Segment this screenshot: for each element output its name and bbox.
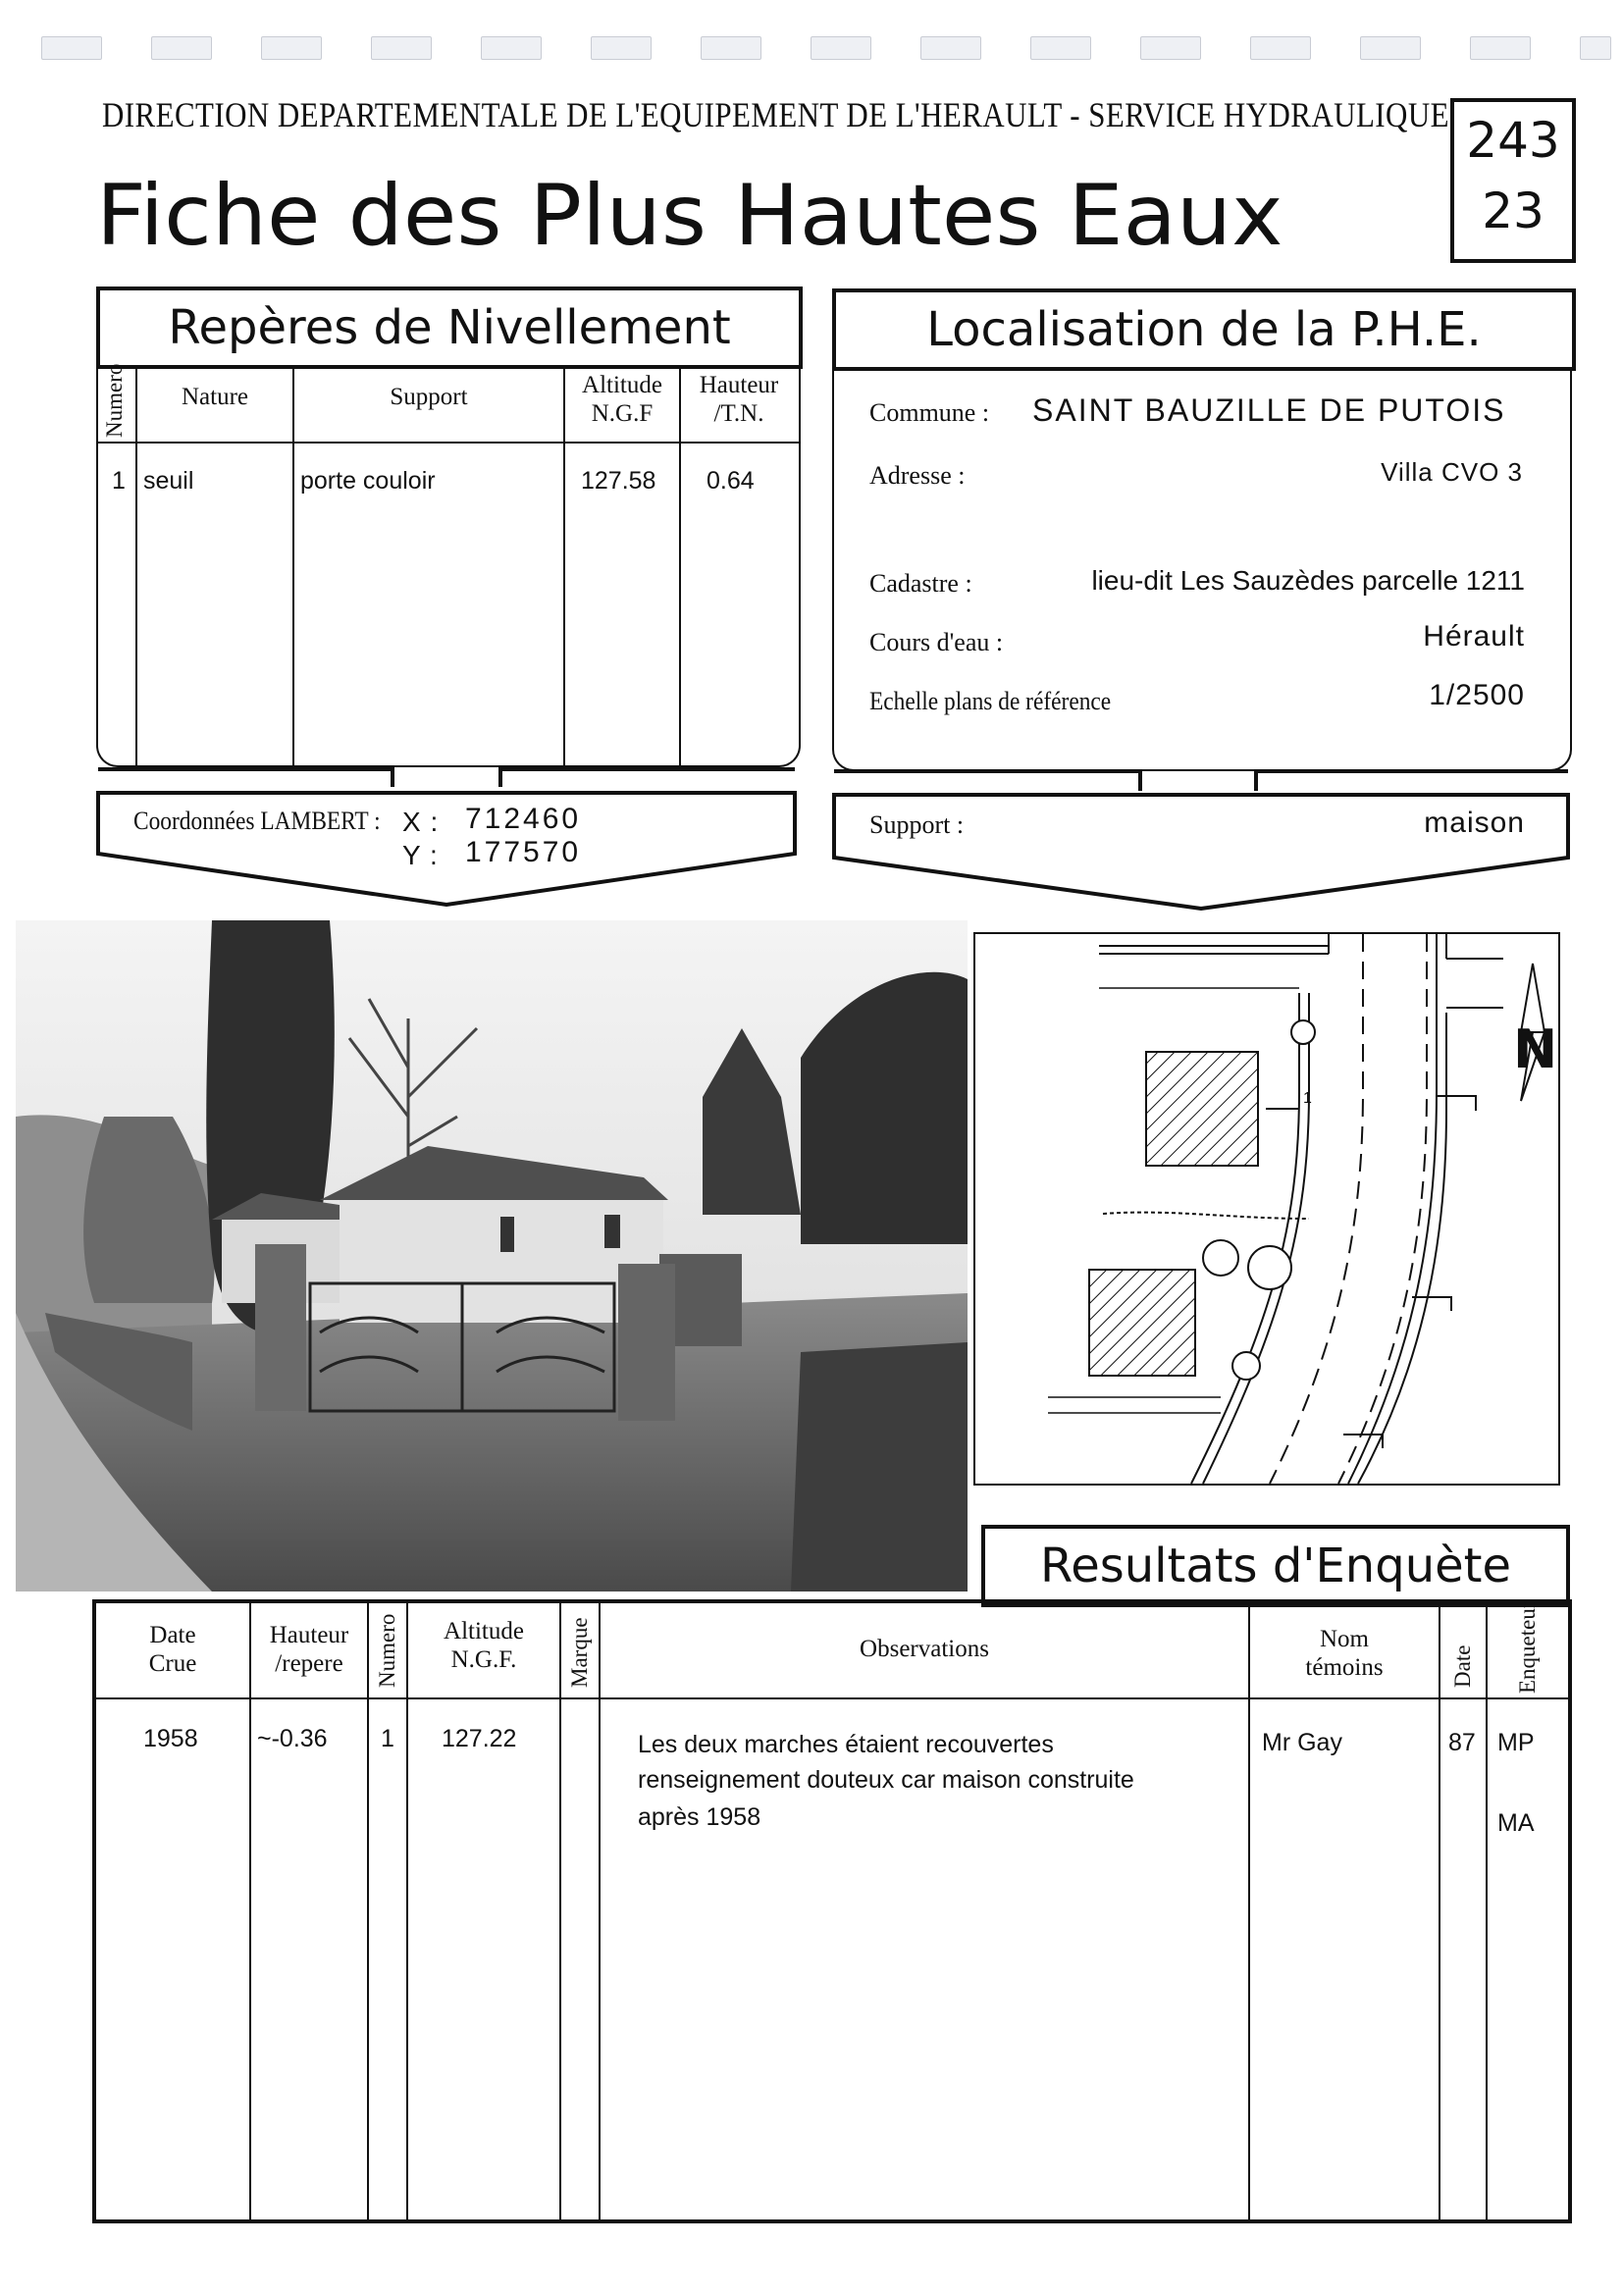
lambert-y-label: Y : xyxy=(402,840,439,870)
localisation-title: Localisation de la P.H.E. xyxy=(926,302,1482,357)
resultats-row-date-crue: 1958 xyxy=(143,1725,198,1752)
support-label: Support : xyxy=(869,810,965,839)
reperes-col-numero: Numero xyxy=(102,363,127,438)
resultats-col-nom-line2: témoins xyxy=(1305,1654,1384,1681)
reperes-col-altitude-line1: Altitude xyxy=(582,372,662,398)
adresse-label: Adresse : xyxy=(869,461,966,490)
resultats-row-enqueteur-2: MA xyxy=(1497,1809,1535,1837)
resultats-col-hauteur-line1: Hauteur xyxy=(269,1622,349,1648)
resultats-col-date: Date xyxy=(1450,1644,1475,1688)
reperes-row-altitude: 127.58 xyxy=(581,467,656,495)
resultats-col-date-crue-line2: Crue xyxy=(148,1650,197,1677)
echelle-label: Echelle plans de référence xyxy=(869,687,1112,715)
reperes-col-hauteur xyxy=(681,371,797,428)
reperes-row-support: porte couloir xyxy=(300,467,436,495)
resultats-col-numero: Numero xyxy=(375,1613,399,1688)
reperes-col-hauteur-line1: Hauteur xyxy=(699,372,779,398)
localisation-title-box xyxy=(832,288,1576,371)
resultats-col-enqueteur: Enqueteur xyxy=(1515,1600,1540,1694)
location-map-frame xyxy=(973,932,1560,1486)
reperes-row-numero: 1 xyxy=(112,467,126,495)
reference-number-top: 243 xyxy=(1466,112,1560,169)
map-mark-label: 1 xyxy=(1303,1090,1312,1107)
north-arrow-label: N xyxy=(1513,1018,1558,1080)
resultats-col-altitude-line1: Altitude xyxy=(444,1618,524,1644)
agency-header: DIRECTION DEPARTEMENTALE DE L'EQUIPEMENT DE L'HERAULT - SERVICE HYDRAULIQUE xyxy=(102,95,1449,134)
resultats-row-enqueteur-1: MP xyxy=(1497,1729,1535,1756)
cadastre-value: lieu-dit Les Sauzèdes parcelle 1211 xyxy=(1091,565,1525,596)
reperes-col-hauteur-line2: /T.N. xyxy=(713,400,764,427)
resultats-row-observations-line3: après 1958 xyxy=(638,1803,761,1831)
adresse-value: Villa CVO 3 xyxy=(1381,457,1523,487)
cours-eau-value: Hérault xyxy=(1423,620,1525,652)
commune-label: Commune : xyxy=(869,398,990,427)
resultats-col-observations: Observations xyxy=(860,1636,989,1662)
location-map xyxy=(975,934,1558,1484)
reperes-col-altitude-line2: N.G.F xyxy=(591,400,654,427)
resultats-row-altitude: 127.22 xyxy=(442,1725,517,1752)
site-photo xyxy=(16,920,968,1592)
resultats-row-observations-line2: renseignement douteux car maison construite xyxy=(638,1766,1134,1794)
reperes-row-hauteur: 0.64 xyxy=(707,467,755,495)
reperes-title: Repères de Nivellement xyxy=(168,300,731,355)
reperes-row-nature: seuil xyxy=(143,467,194,495)
reperes-col-nature: Nature xyxy=(181,384,249,410)
resultats-col-date-crue xyxy=(96,1621,249,1678)
reperes-table xyxy=(96,365,801,767)
lambert-y-value: 177570 xyxy=(465,836,582,868)
reperes-col-support: Support xyxy=(390,384,468,410)
resultats-col-altitude-line2: N.G.F. xyxy=(450,1646,517,1673)
resultats-row-date: 87 xyxy=(1448,1729,1476,1756)
echelle-value: 1/2500 xyxy=(1429,679,1525,711)
resultats-col-hauteur xyxy=(251,1621,367,1678)
cours-eau-label: Cours d'eau : xyxy=(869,628,1004,656)
resultats-table xyxy=(92,1599,1572,2223)
resultats-row-numero: 1 xyxy=(381,1725,394,1752)
reperes-col-altitude xyxy=(565,371,679,428)
page-title: Fiche des Plus Hautes Eaux xyxy=(96,167,1283,265)
resultats-col-hauteur-line2: /repere xyxy=(275,1650,343,1677)
commune-value: SAINT BAUZILLE DE PUTOIS xyxy=(1032,392,1506,428)
cadastre-label: Cadastre : xyxy=(869,569,972,598)
reference-number-box xyxy=(1450,98,1576,263)
resultats-row-hauteur: ~-0.36 xyxy=(257,1725,328,1752)
lambert-label: Coordonnées LAMBERT : xyxy=(133,807,381,835)
reference-number-bottom: 23 xyxy=(1482,183,1544,239)
resultats-col-nom-line1: Nom xyxy=(1320,1626,1369,1652)
support-value: maison xyxy=(1424,807,1525,839)
resultats-col-altitude xyxy=(408,1617,559,1674)
resultats-row-nom: Mr Gay xyxy=(1262,1729,1342,1756)
lambert-x-label: X : xyxy=(402,807,440,837)
lambert-x-value: 712460 xyxy=(465,803,582,835)
resultats-col-nom-temoins xyxy=(1250,1625,1439,1682)
reperes-title-box xyxy=(96,287,803,369)
resultats-row-observations-line1: Les deux marches étaient recouvertes xyxy=(638,1731,1054,1758)
resultats-col-marque: Marque xyxy=(567,1617,592,1688)
resultats-title: Resultats d'Enquète xyxy=(1040,1539,1511,1593)
resultats-col-date-crue-line1: Date xyxy=(149,1622,196,1648)
resultats-title-box xyxy=(981,1525,1570,1607)
